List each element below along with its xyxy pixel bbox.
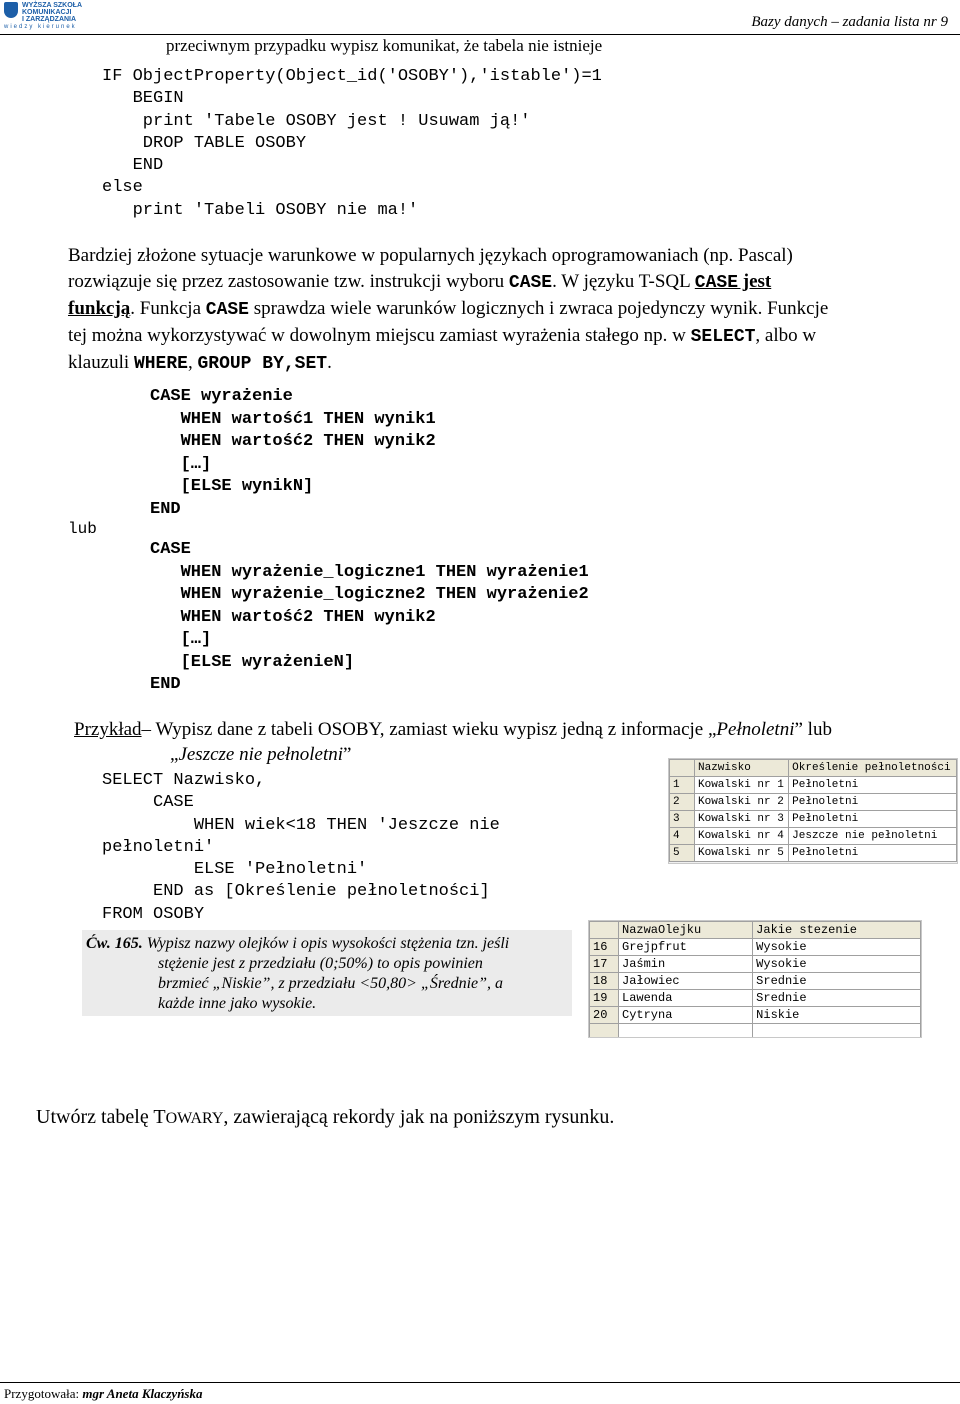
shield-icon (4, 2, 18, 18)
table-row[interactable] (590, 939, 921, 956)
table-cell[interactable]: Jaśmin (619, 956, 753, 973)
code-line: ELSE 'Pełnoletni' (102, 860, 368, 880)
table-cell[interactable]: Jeszcze nie pełnoletni (789, 828, 957, 845)
code-line: BEGIN (102, 89, 184, 109)
paragraph-line (68, 350, 954, 377)
code-line: SELECT Nazwisko, (102, 771, 266, 790)
code-line: END as [Określenie pełnoletności] (102, 882, 490, 902)
table-cell[interactable]: Cytryna (619, 1007, 753, 1024)
table-cell[interactable]: Jałowiec (619, 973, 753, 990)
case-syntax-searched (150, 539, 589, 697)
syntax-line: [ELSE wyrażenieN] (150, 652, 355, 672)
syntax-line: WHEN wartość2 THEN wynik2 (150, 607, 436, 627)
code-block-object-property (102, 66, 602, 222)
table-row[interactable] (670, 811, 957, 828)
case-description-paragraph (68, 243, 954, 377)
row-number: 16 (590, 939, 619, 956)
syntax-line: WHEN wartość1 THEN wynik1 (150, 409, 436, 429)
row-number: 17 (590, 956, 619, 973)
table-cell[interactable]: Srednie (753, 990, 921, 1007)
keyword-case: CASE (508, 273, 553, 293)
text-span: klauzuli (68, 352, 134, 373)
logo-tagline: wiedzy kierunek (4, 24, 77, 30)
table-row[interactable] (590, 1007, 921, 1024)
keyword-where: WHERE (133, 354, 188, 374)
table-row[interactable] (670, 794, 957, 811)
keyword-group-by-set: GROUP BY,SET (197, 354, 328, 374)
column-header[interactable]: Nazwisko (695, 760, 789, 777)
syntax-line: WHEN wyrażenie_logiczne2 THEN wyrażenie2 (150, 585, 589, 604)
table-cell[interactable]: Kowalski nr 5 (695, 845, 789, 862)
grid-corner (590, 922, 619, 939)
syntax-line: WHEN wartość2 THEN wynik2 (150, 432, 436, 451)
grid-corner (670, 760, 695, 777)
code-line: CASE (102, 793, 194, 813)
table-cell[interactable]: Kowalski nr 4 (695, 828, 789, 845)
syntax-line: CASE (150, 540, 191, 559)
exercise-line (86, 934, 572, 954)
column-header[interactable]: Jakie stezenie (753, 922, 921, 939)
table-cell[interactable]: Srednie (753, 973, 921, 990)
exercise-165 (86, 934, 572, 1014)
text-span: OWARY (165, 1110, 224, 1127)
text-span: „ (170, 744, 179, 765)
keyword-case: CASE (694, 273, 739, 293)
example-heading (74, 719, 832, 741)
table-cell[interactable]: Wysokie (753, 939, 921, 956)
column-header[interactable]: Określenie pełnoletności (789, 760, 957, 777)
paragraph-line (68, 296, 954, 323)
text-span: jest (738, 271, 772, 292)
code-line: IF ObjectProperty(Object_id('OSOBY'),'istable')=1 (102, 67, 602, 86)
text-span: , (187, 352, 198, 373)
text-span: sprawdza wiele warunków logicznych i zwraca pojedynczy wynik. Funkcje (248, 298, 829, 319)
header-title: Bazy danych – zadania lista nr 9 (751, 14, 948, 30)
row-number: 18 (590, 973, 619, 990)
code-line: print 'Tabeli OSOBY nie ma!' (102, 200, 419, 220)
text-span: rozwiązuje się przez zastosowanie tzw. instrukcji wyboru (68, 271, 509, 292)
code-line: print 'Tabele OSOBY jest ! Usuwam ją!' (102, 111, 531, 131)
row-number: 5 (670, 845, 695, 862)
text-span: Bardziej złożone sytuacje warunkowe w popularnych językach oprogramowaniach (np. Pascal) (68, 245, 793, 266)
table-cell (753, 1024, 921, 1039)
table-cell[interactable]: Kowalski nr 2 (695, 794, 789, 811)
table-cell[interactable]: Pełnoletni (789, 794, 957, 811)
code-line: pełnoletni' (102, 837, 215, 857)
row-number: 1 (670, 777, 695, 794)
paragraph-line (68, 243, 954, 269)
table-cell[interactable]: Kowalski nr 3 (695, 811, 789, 828)
exercise-number: Ćw. 165. (86, 935, 143, 952)
table-row[interactable] (670, 845, 957, 862)
text-span: ” (343, 744, 352, 765)
logo-line-2: KOMUNIKACJI (22, 9, 72, 16)
text-span: , albo w (755, 325, 817, 346)
table-row[interactable] (590, 990, 921, 1007)
text-span: . (327, 352, 332, 373)
table-cell[interactable]: Wysokie (753, 956, 921, 973)
table-row[interactable] (670, 777, 957, 794)
row-number: 20 (590, 1007, 619, 1024)
table-cell[interactable]: Grejpfrut (619, 939, 753, 956)
logo-line-1: WYŻSZA SZKOŁA (22, 2, 83, 9)
table-row[interactable] (590, 973, 921, 990)
column-header[interactable]: NazwaOlejku (619, 922, 753, 939)
table-row[interactable] (590, 956, 921, 973)
result-grid-osoby (668, 758, 958, 864)
text-span: ” lub (794, 719, 832, 740)
table-cell[interactable]: Lawenda (619, 990, 753, 1007)
table-cell[interactable]: Pełnoletni (789, 811, 957, 828)
header-divider (0, 34, 960, 35)
exercise-line: każde inne jako wysokie. (158, 995, 317, 1012)
syntax-line: [ELSE wynikN] (150, 477, 314, 496)
text-span: tej można wykorzystywać w dowolnym miejscu zamiast wyrażenia stałego np. w (68, 325, 691, 346)
code-line: END (102, 156, 164, 176)
row-number (590, 1024, 619, 1039)
text-span: Pełnoletni (716, 719, 795, 740)
code-line: DROP TABLE OSOBY (102, 133, 307, 153)
school-logo (4, 2, 96, 32)
row-number: 2 (670, 794, 695, 811)
text-span: . W języku T-SQL (552, 271, 695, 292)
text-span: Wypisz nazwy olejków i opis wysokości stężenia tzn. jeśli (142, 935, 510, 952)
syntax-line: […] (150, 630, 212, 649)
text-span: – Wypisz dane z tabeli OSOBY, zamiast wieku wypisz jedną z informacje „ (141, 719, 717, 740)
row-number: 19 (590, 990, 619, 1007)
code-line: WHEN wiek<18 THEN 'Jeszcze nie (102, 815, 500, 835)
footer-author (4, 1386, 203, 1402)
syntax-line: WHEN wyrażenie_logiczne1 THEN wyrażenie1 (150, 562, 589, 582)
result-grid-olejki (588, 920, 922, 1038)
case-syntax-simple (150, 386, 436, 521)
text-span: Przygotowała: (4, 1386, 83, 1401)
lub-label: lub (68, 520, 97, 538)
footer-divider (0, 1382, 960, 1383)
syntax-line: END (150, 675, 181, 694)
example-label: Przykład (74, 719, 142, 740)
example-heading-line2 (170, 744, 351, 766)
row-number: 3 (670, 811, 695, 828)
intro-line: przeciwnym przypadku wypisz komunikat, że tabela nie istnieje (166, 36, 603, 55)
exercise-line: brzmieć „Niskie”, z przedziału <50,80> „Średnie”, a (158, 975, 504, 992)
table-cell (619, 1024, 753, 1039)
table-cell[interactable]: Niskie (753, 1007, 921, 1024)
text-span: Utwórz tabelę T (36, 1106, 166, 1128)
task-towary (36, 1106, 614, 1129)
syntax-line: […] (150, 454, 212, 474)
text-span: , zawierającą rekordy jak na poniższym rysunku. (223, 1106, 615, 1128)
code-line: FROM OSOBY (102, 904, 205, 924)
author-name: mgr Aneta Klaczyńska (82, 1386, 203, 1401)
syntax-line: CASE wyrażenie (150, 387, 293, 406)
text-span: . Funkcja (130, 298, 206, 319)
code-line: else (102, 178, 143, 198)
syntax-line: END (150, 499, 181, 519)
text-span: Jeszcze nie pełnoletni (178, 744, 344, 765)
table-cell[interactable]: Pełnoletni (789, 777, 957, 794)
code-block-select-case (102, 770, 500, 926)
paragraph-line (68, 269, 954, 296)
logo-line-3: I ZARZĄDZANIA (22, 16, 77, 23)
text-span: funkcją (68, 298, 131, 319)
exercise-line: stężenie jest z przedziału (0;50%) to opis powinien (158, 955, 483, 972)
row-number: 4 (670, 828, 695, 845)
table-cell[interactable]: Kowalski nr 1 (695, 777, 789, 794)
table-row-partial (590, 1024, 921, 1039)
table-row[interactable] (670, 828, 957, 845)
keyword-select: SELECT (690, 327, 756, 347)
keyword-case: CASE (205, 300, 249, 320)
paragraph-line (68, 323, 954, 350)
table-cell[interactable]: Pełnoletni (789, 845, 957, 862)
